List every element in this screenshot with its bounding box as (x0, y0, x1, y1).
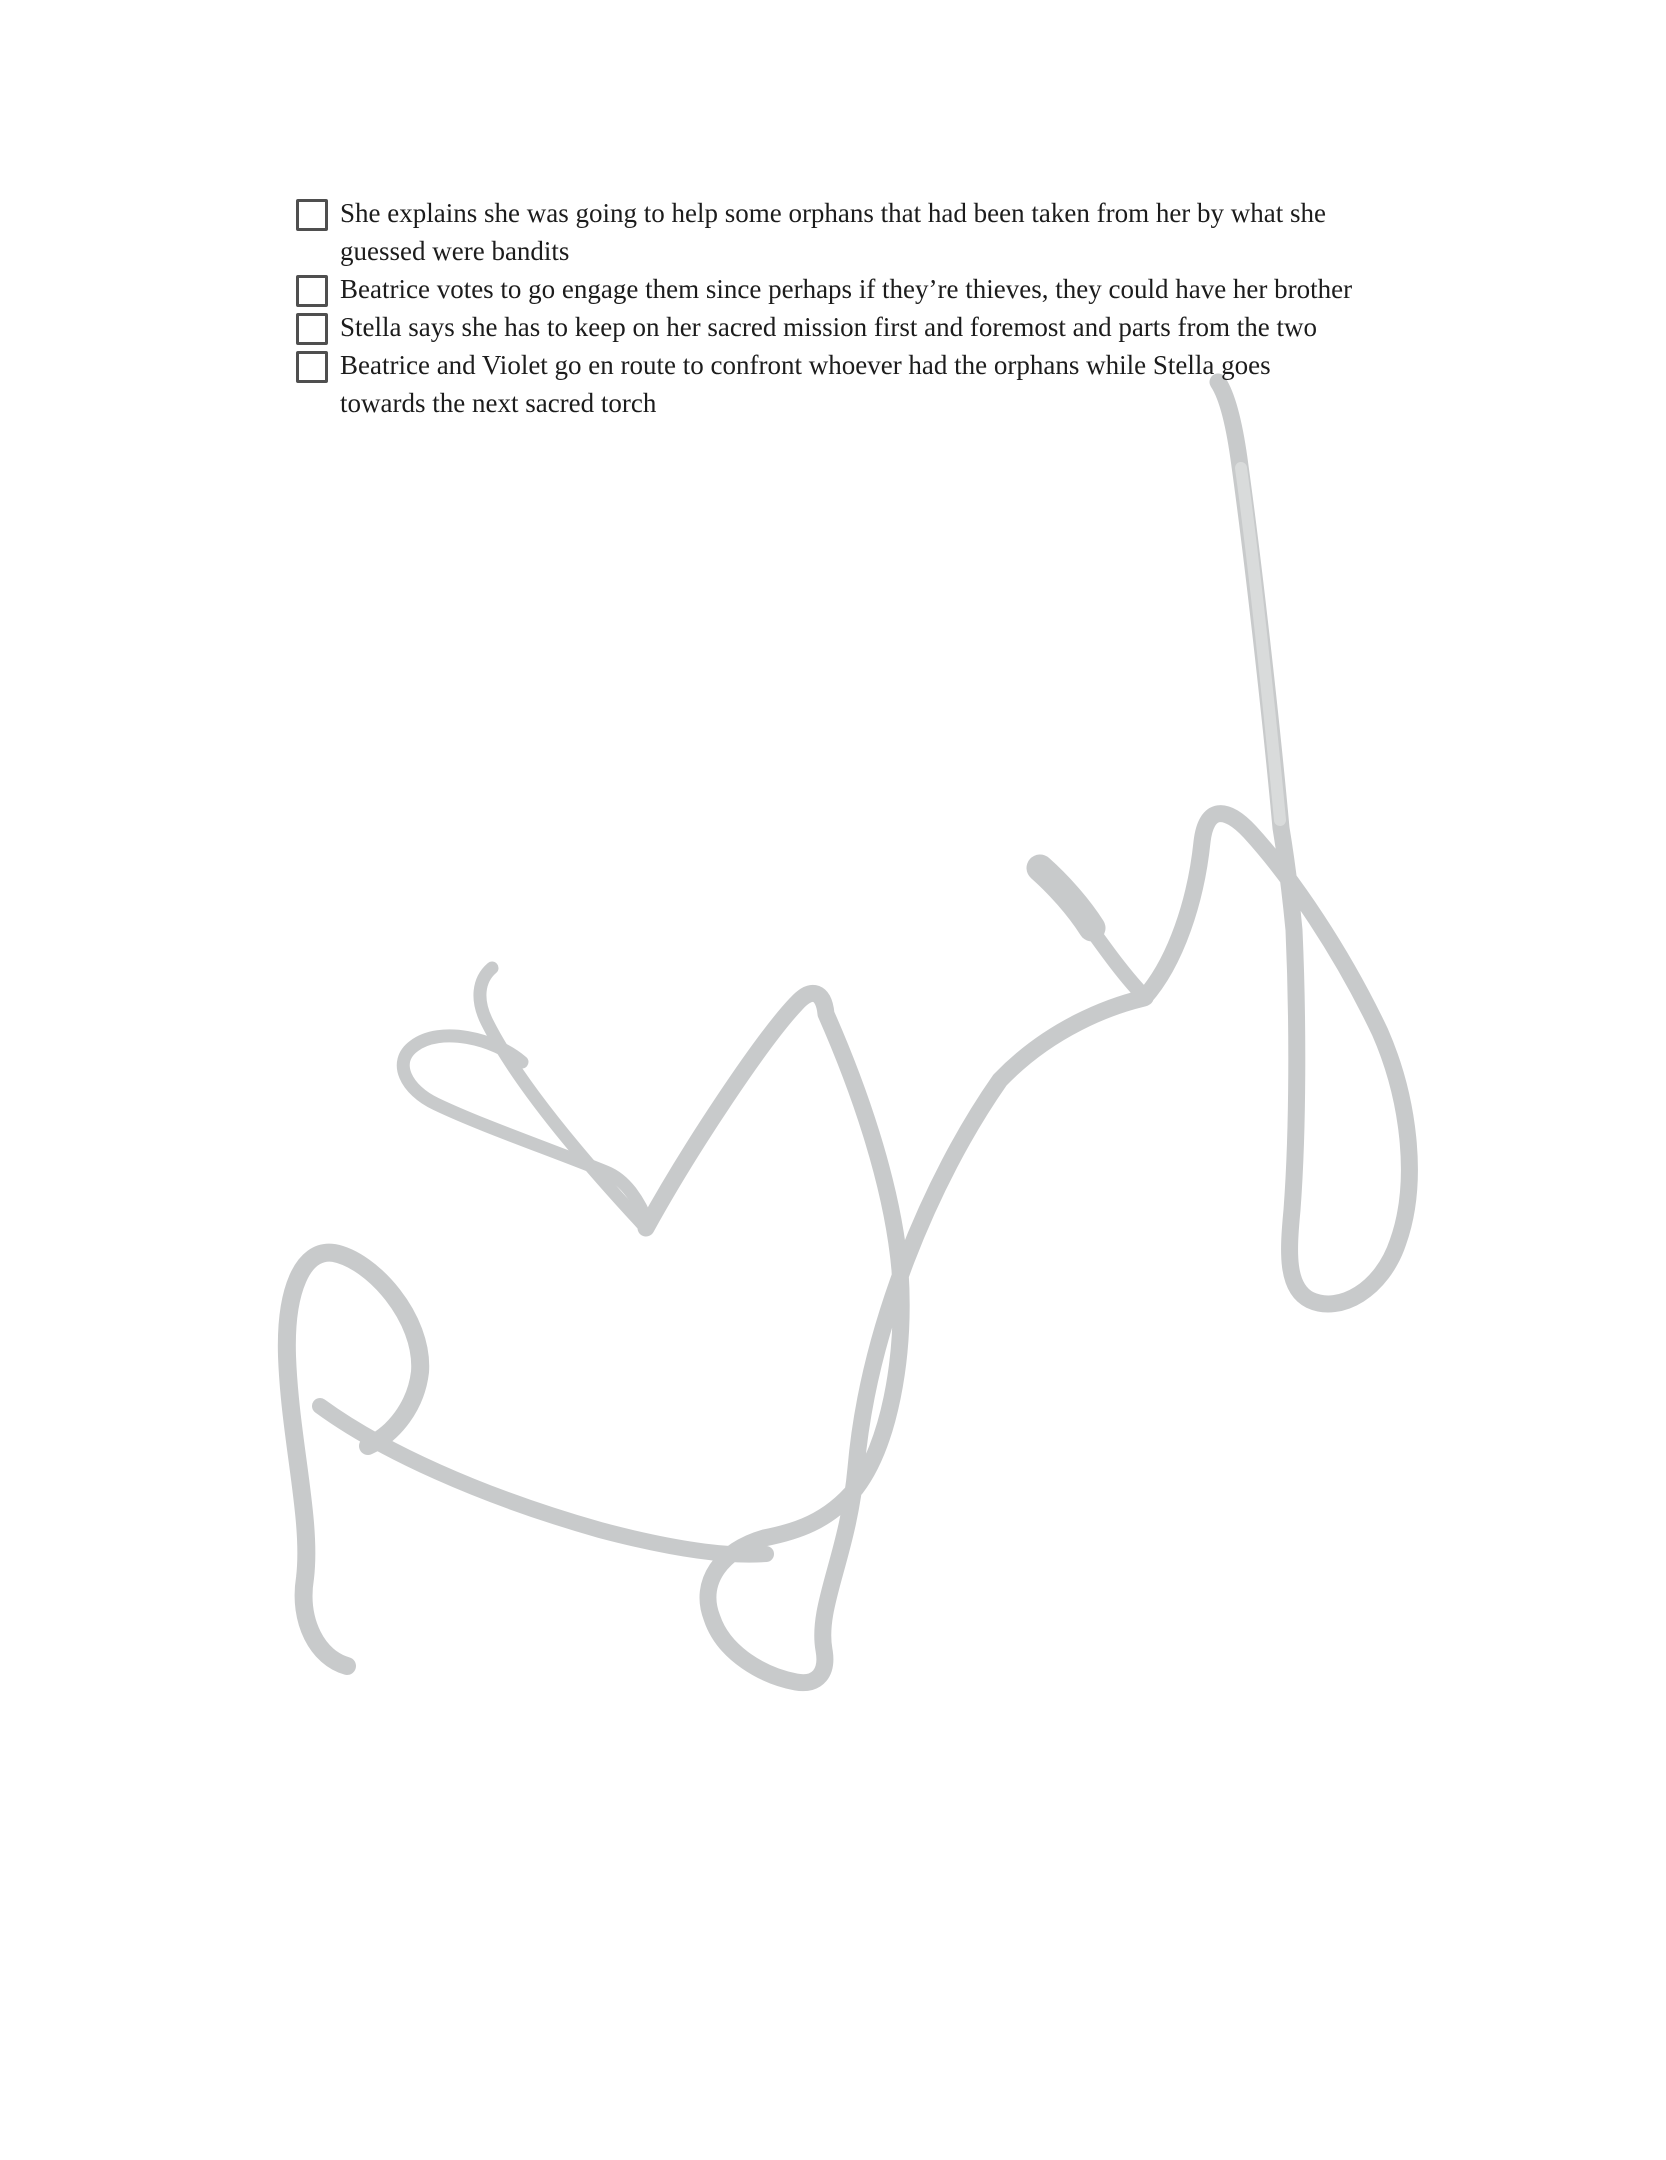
signature-stroke-i-heart-loop (403, 1036, 648, 1224)
checklist-item-text (340, 346, 1271, 422)
checklist-item-text (340, 194, 1326, 270)
checkbox[interactable] (296, 199, 328, 231)
checklist-item (296, 270, 1352, 308)
checklist-item-line: Beatrice and Violet go en route to confront whoever had the orphans while Stella goes (340, 350, 1271, 380)
signature-stroke-l-loop (287, 1253, 420, 1666)
signature-stroke-ly-main (646, 382, 1409, 1683)
checklist (296, 194, 1352, 422)
checklist-item-line: guessed were bandits (340, 236, 570, 266)
signature-stroke-i-hairpin (480, 968, 646, 1228)
checkbox[interactable] (296, 275, 328, 307)
checklist-item-line: Stella says she has to keep on her sacred mission first and foremost and parts from the two (340, 312, 1318, 342)
signature-stroke-dash-valley (1086, 922, 1146, 998)
checklist-item (296, 308, 1352, 346)
checklist-item-text (340, 308, 1317, 346)
checklist-item (296, 194, 1352, 270)
signature-stroke-underswoop (320, 1406, 766, 1555)
signature-stroke-tail-light (1241, 468, 1280, 820)
checklist-item-line: Beatrice votes to go engage them since perhaps if they’re thieves, they could have her brother (340, 274, 1353, 304)
checklist-item-line: towards the next sacred torch (340, 388, 657, 418)
checklist-item (296, 346, 1352, 422)
checklist-item-text (340, 270, 1352, 308)
checkbox[interactable] (296, 351, 328, 383)
signature-stroke-heavy-dash (1040, 868, 1092, 928)
checkbox[interactable] (296, 313, 328, 345)
checklist-item-line: She explains she was going to help some orphans that had been taken from her by what she (340, 198, 1327, 228)
